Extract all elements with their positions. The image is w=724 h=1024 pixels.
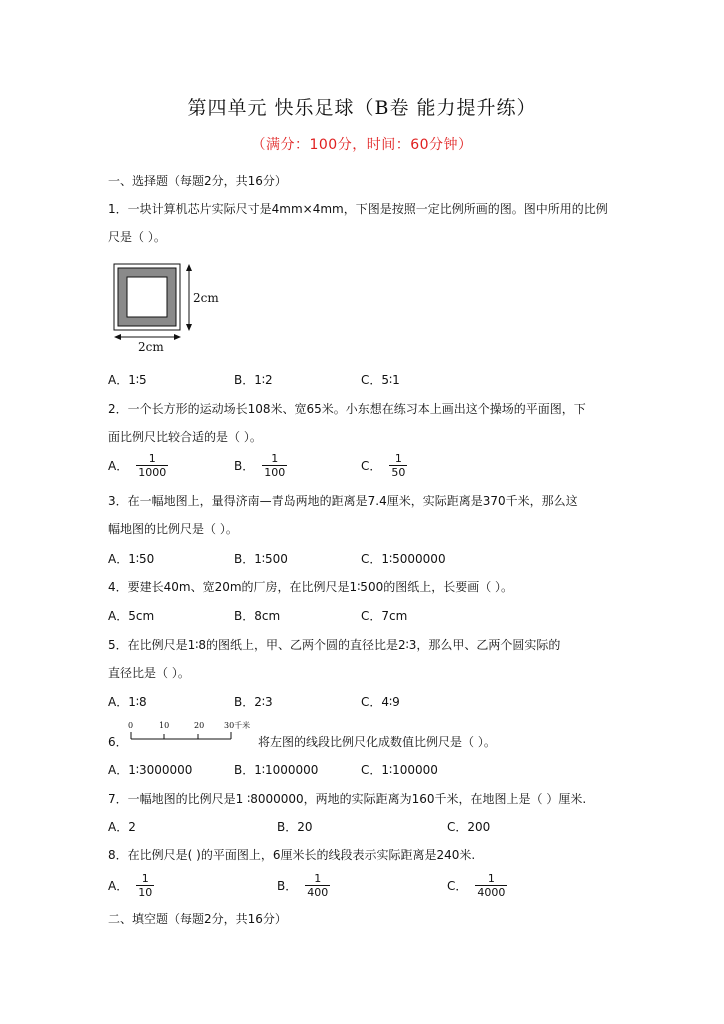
- fraction: $\frac{1}{100}$: [264, 452, 286, 479]
- fraction: $\frac{1}{10}$: [138, 872, 153, 899]
- question-8-option-a: A． $\frac{1}{10}$: [108, 872, 153, 899]
- scale-tick-label-10: 10: [159, 721, 170, 730]
- question-1-option-b: B．1∶2: [234, 373, 273, 387]
- question-6-option-a: A．1∶3000000: [108, 763, 193, 777]
- question-6-option-b: B．1∶1000000: [234, 763, 319, 777]
- page-subtitle: （满分：100分，时间：60分钟）: [251, 137, 473, 153]
- question-6-number: 6．: [108, 735, 128, 749]
- question-5-option-a: A．1∶8: [108, 695, 147, 709]
- section-heading-choice: 一、选择题（每题2分，共16分）: [108, 174, 287, 188]
- question-1-line-1: 1．一块计算机芯片实际尺寸是4mm×4mm，下图是按照一定比例所画的图。图中所用的比例: [108, 202, 608, 216]
- scale-tick-label-0: 0: [128, 721, 134, 730]
- page-title: 第四单元 快乐足球（B卷 能力提升练）: [187, 97, 537, 119]
- figure-label-bottom: 2cm: [138, 340, 164, 354]
- question-5-line-1: 5．在比例尺是1∶8的图纸上，甲、乙两个圆的直径比是2∶3，那么甲、乙两个圆实际的: [108, 638, 561, 652]
- question-7-option-c: C．200: [447, 820, 491, 834]
- question-3-line-2: 幅地图的比例尺是（ ）。: [108, 522, 238, 536]
- question-7-option-a: A．2: [108, 820, 136, 834]
- question-5-option-c: C．4∶9: [361, 695, 400, 709]
- fraction: $\frac{1}{4000}$: [477, 872, 506, 899]
- question-6-text: 将左图的线段比例尺化成数值比例尺是（ ）。: [258, 735, 496, 749]
- question-4-option-c: C．7cm: [361, 609, 408, 623]
- question-2-line-1: 2．一个长方形的运动场长108米、宽65米。小东想在练习本上画出这个操场的平面图，下: [108, 402, 586, 416]
- question-4-option-b: B．8cm: [234, 609, 281, 623]
- fraction: $\frac{1}{1000}$: [138, 452, 167, 479]
- fraction: $\frac{1}{50}$: [391, 452, 406, 479]
- question-7-option-b: B．20: [277, 820, 313, 834]
- question-6-option-c: C．1∶100000: [361, 763, 438, 777]
- question-3-line-1: 3．在一幅地图上，量得济南—青岛两地的距离是7.4厘米，实际距离是370千米，那么这: [108, 494, 578, 508]
- chip-figure: [100, 254, 230, 360]
- question-8-option-b: B． $\frac{1}{400}$: [277, 872, 329, 899]
- figure-label-right: 2cm: [193, 291, 219, 305]
- line-scale-bar: [124, 719, 254, 745]
- scale-tick-label-20: 20: [194, 721, 205, 730]
- section-heading-fill: 二、填空题（每题2分，共16分）: [108, 912, 287, 926]
- question-8-option-c: C． $\frac{1}{4000}$: [447, 872, 506, 899]
- question-5-line-2: 直径比是（ ）。: [108, 666, 190, 680]
- question-4-line-1: 4．要建长40m、宽20m的厂房，在比例尺是1∶500的图纸上，长要画（ ）。: [108, 580, 514, 594]
- question-5-option-b: B．2∶3: [234, 695, 273, 709]
- fraction: $\frac{1}{400}$: [307, 872, 329, 899]
- question-2-option-b: B． $\frac{1}{100}$: [234, 452, 286, 479]
- question-3-option-a: A．1∶50: [108, 552, 155, 566]
- question-8-line-1: 8．在比例尺是( )的平面图上，6厘米长的线段表示实际距离是240米.: [108, 848, 476, 862]
- question-3-option-c: C．1∶5000000: [361, 552, 446, 566]
- question-1-line-2: 尺是（ ）。: [108, 230, 166, 244]
- question-1-option-a: A．1∶5: [108, 373, 147, 387]
- question-1-option-c: C．5∶1: [361, 373, 400, 387]
- question-7-line-1: 7．一幅地图的比例尺是1 ∶8000000，两地的实际距离为160千米，在地图上是（ ）厘米.: [108, 792, 587, 806]
- question-3-option-b: B．1∶500: [234, 552, 288, 566]
- question-4-option-a: A．5cm: [108, 609, 155, 623]
- question-2-option-a: A． $\frac{1}{1000}$: [108, 452, 167, 479]
- question-2-option-c: C． $\frac{1}{50}$: [361, 452, 406, 479]
- scale-tick-label-30: 30千米: [224, 721, 251, 730]
- question-2-line-2: 面比例尺比较合适的是（ ）。: [108, 430, 262, 444]
